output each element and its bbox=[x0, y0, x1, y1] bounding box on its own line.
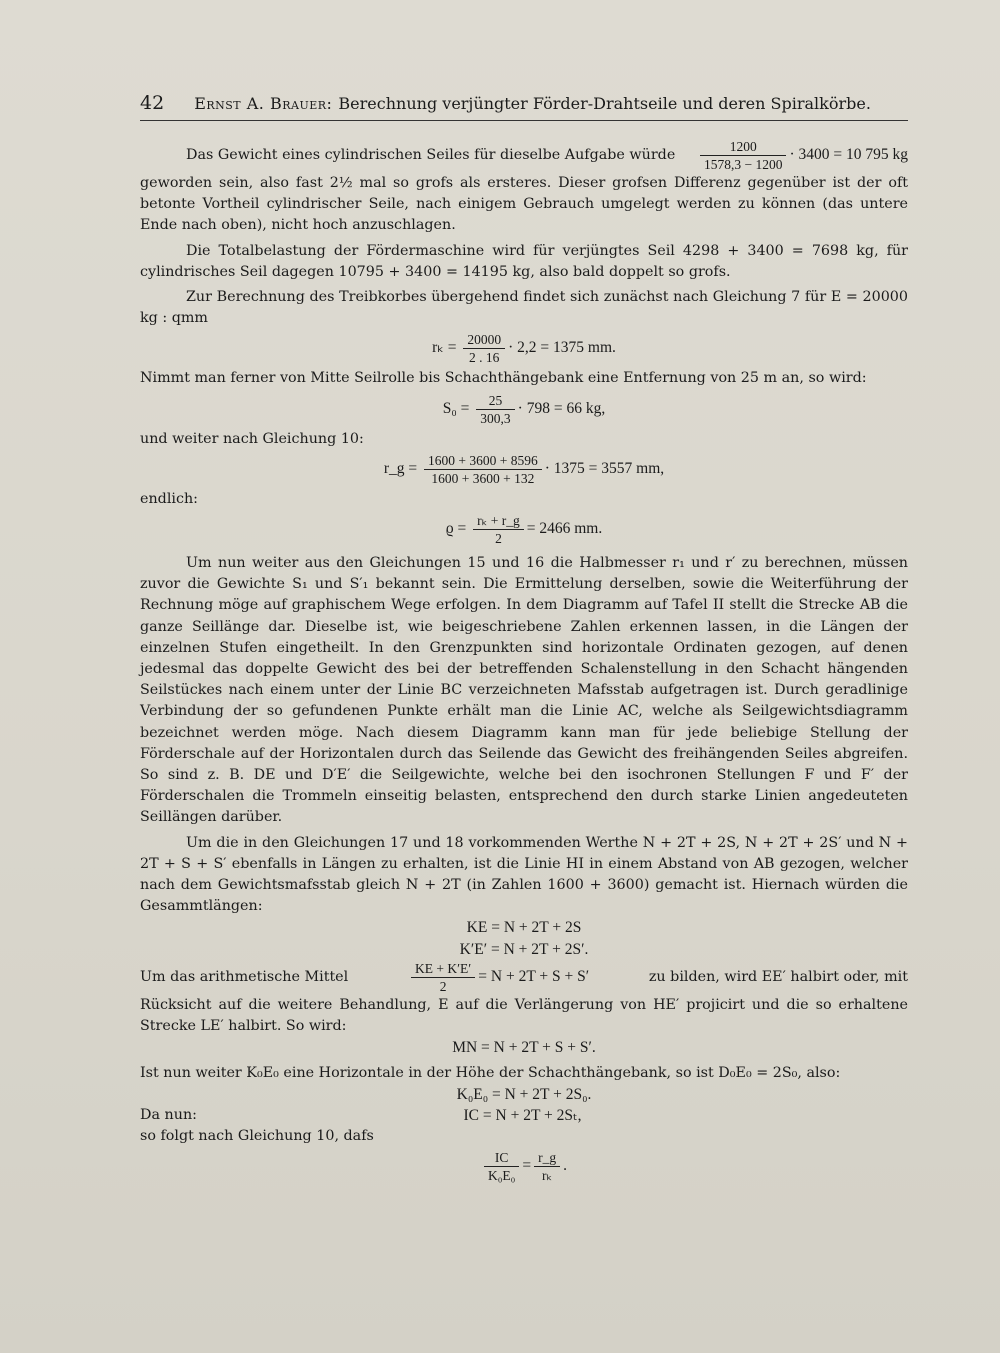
eq4-numerator: 1600 + 3600 + 8596 bbox=[424, 452, 542, 470]
label-und-weiter: und weiter nach Gleichung 10: bbox=[140, 430, 364, 447]
paragraph-8: Ist nun weiter K₀E₀ eine Horizontale in der Höhe der Schachthängebank, so ist D₀E₀ = 2S₀, also: bbox=[140, 1064, 841, 1081]
eq1-rest: · 3400 = 10 795 kg bbox=[789, 146, 908, 164]
paragraph-1-prefix: Das Gewicht eines cylindrischen Seiles für dieselbe Aufgabe würde bbox=[186, 146, 676, 163]
eq11-denominator: K₀E₀ bbox=[487, 1168, 516, 1184]
eq3-rest: · 798 = 66 kg, bbox=[517, 399, 606, 417]
eq11-numerator: IC bbox=[484, 1149, 519, 1167]
eq4-rest: · 1375 = 3557 mm, bbox=[544, 459, 665, 477]
paragraph-7-continuation: Rücksicht auf die weitere Behandlung, E auf die Verlängerung von HE′ projicirt und die so erhaltene Strecke LE′ halbirt. So wird: bbox=[140, 996, 908, 1035]
eq3-numerator: 25 bbox=[476, 392, 514, 410]
equation-10: IC = N + 2T + 2Sₜ, bbox=[463, 1106, 582, 1124]
da-nun-line bbox=[140, 1105, 908, 1126]
label-endlich: endlich: bbox=[140, 490, 198, 507]
equation-8: MN = N + 2T + S + S′. bbox=[452, 1039, 596, 1057]
eq7-rest: = N + 2T + S + S′ bbox=[478, 967, 590, 985]
eq7-numerator: KE + K′E′ bbox=[411, 960, 475, 978]
eq11-denominator-2: rₖ bbox=[542, 1168, 553, 1184]
eq5-denominator: 2 bbox=[495, 531, 502, 547]
paragraph-6: Um die in den Gleichungen 17 und 18 vorkommenden Werthe N + 2T + 2S, N + 2T + 2S′ und N + 2T + S + S′ ebenfalls in Längen zu erhalten, ist die Linie HI in einem Abstand von AB gezogen, welcher nach dem Gewichtsmafsstab gleich N + 2T (in Zahlen 1600 + 3600) gemacht ist. Hiernach würden die Gesammtlängen: bbox=[140, 834, 908, 915]
equation-2 bbox=[140, 331, 908, 366]
equation-1 bbox=[697, 138, 908, 173]
equation-3 bbox=[140, 392, 908, 427]
eq7-denominator: 2 bbox=[439, 978, 447, 994]
equation-5 bbox=[140, 512, 908, 547]
paragraph-7-first-line bbox=[140, 960, 908, 995]
eq5-rest: = 2466 mm. bbox=[526, 520, 603, 538]
label-so-folgt: so folgt nach Gleichung 10, dafs bbox=[140, 1128, 374, 1145]
equation-6a: KE = N + 2T + 2S bbox=[466, 919, 582, 937]
eq11-equals: = bbox=[522, 1157, 532, 1175]
paragraph-1-continuation: geworden sein, also fast 2½ mal so grofs als ersteres. Dieser grofsen Differenz gegenüber ist der oft betonte Vortheil cylindrischer Seile, nach einigem Gebrauch umgelegt werden zu können (das untere Ende nach oben), nicht hoch anzuschlagen. bbox=[140, 175, 908, 234]
header-author: Ernst A. Brauer: bbox=[194, 94, 333, 113]
eq2-denominator: 2 . 16 bbox=[469, 350, 500, 366]
equation-9: K₀E₀ = N + 2T + 2S₀. bbox=[456, 1085, 592, 1103]
page-number: 42 bbox=[140, 92, 165, 114]
paragraph-4: Nimmt man ferner von Mitte Seilrolle bis Schachthängebank eine Entfernung von 25 m an, so wird: bbox=[140, 370, 867, 387]
paragraph-3: Zur Berechnung des Treibkorbes übergehend findet sich zunächst nach Gleichung 7 für E = 20000 kg : qmm bbox=[140, 289, 908, 327]
equation-4 bbox=[140, 452, 908, 487]
equation-11 bbox=[140, 1149, 908, 1184]
equation-7 bbox=[408, 960, 589, 995]
body-text bbox=[140, 138, 908, 1186]
eq2-numerator: 20000 bbox=[463, 331, 505, 349]
paragraph-5: Um nun weiter aus den Gleichungen 15 und 16 die Halbmesser r₁ und r′ zu berechnen, müssen zuvor die Gewichte S₁ und S′₁ bekannt sein. Die Ermittelung derselben, sowie die Weiterführung der Rechnung möge auf graphischem Wege erfolgen. In dem Diagramm auf Tafel II stellt die Strecke AB die ganze Seillänge dar. Dieselbe ist, wie beigeschriebene Zahlen erkennen lassen, in die Längen der einzelnen Stufen eingetheilt. In den Grenzpunkten sind horizontale Ordinaten gezogen, auf denen jedesmal das doppelte Gewicht des bei der betreffenden Schalenstellung in den Schacht hängenden Seilstückes nach einem unter der Linie BC verzeichneten Mafsstab aufgetragen ist. Durch geradlinige Verbindung der so gefundenen Punkte erhält man die Linie AC, welche als Seilgewichtsdiagramm bezeichnet werden möge. Nach diesem Diagramm kann man für jede beliebige Stellung der Förderschale auf der Horizontalen durch das Seilende das Gewicht des freihängenden Seiles abgreifen. So sind z. B. DE und D′E′ die Seilgewichte, welche bei den isochronen Stellungen F und F′ der Förderschalen die Trommeln einseitig belasten, entsprechend den durch starke Linien angedeuteten Seillängen darüber. bbox=[140, 555, 908, 826]
eq5-numerator: rₖ + r_g bbox=[473, 512, 524, 530]
eq11-numerator-2: r_g bbox=[534, 1149, 560, 1167]
eq1-denominator: 1578,3 − 1200 bbox=[703, 157, 783, 172]
header-rule bbox=[140, 120, 908, 121]
page-header bbox=[140, 92, 908, 114]
eq1-numerator: 1200 bbox=[700, 138, 787, 156]
paragraph-2: Die Totalbelastung der Fördermaschine wird für verjüngtes Seil 4298 + 3400 = 7698 kg, für cylindrisches Seil dagegen 10795 + 3400 = 14195 kg, also bald doppelt so grofs. bbox=[140, 242, 908, 280]
eq2-rest: · 2,2 = 1375 mm. bbox=[508, 339, 616, 357]
eq11-end: . bbox=[563, 1157, 568, 1175]
paragraph-7-suffix: zu bilden, wird EE′ halbirt oder, mit bbox=[648, 968, 908, 985]
eq3-denominator: 300,3 bbox=[480, 410, 511, 426]
equation-6b: K′E′ = N + 2T + 2S′. bbox=[459, 940, 589, 958]
eq2-lhs: rₖ = bbox=[432, 339, 457, 357]
eq5-lhs: ϱ = bbox=[445, 520, 467, 538]
eq3-lhs: S₀ = bbox=[442, 399, 470, 417]
eq4-denominator: 1600 + 3600 + 132 bbox=[431, 470, 535, 486]
paragraph-7-prefix: Um das arithmetische Mittel bbox=[140, 968, 349, 985]
paragraph-1-first-line bbox=[140, 138, 908, 173]
header-title: Berechnung verjüngter Förder-Drahtseile und deren Spiralkörbe. bbox=[338, 94, 871, 113]
eq4-lhs: r_g = bbox=[383, 459, 418, 477]
label-da-nun: Da nun: bbox=[140, 1106, 197, 1123]
